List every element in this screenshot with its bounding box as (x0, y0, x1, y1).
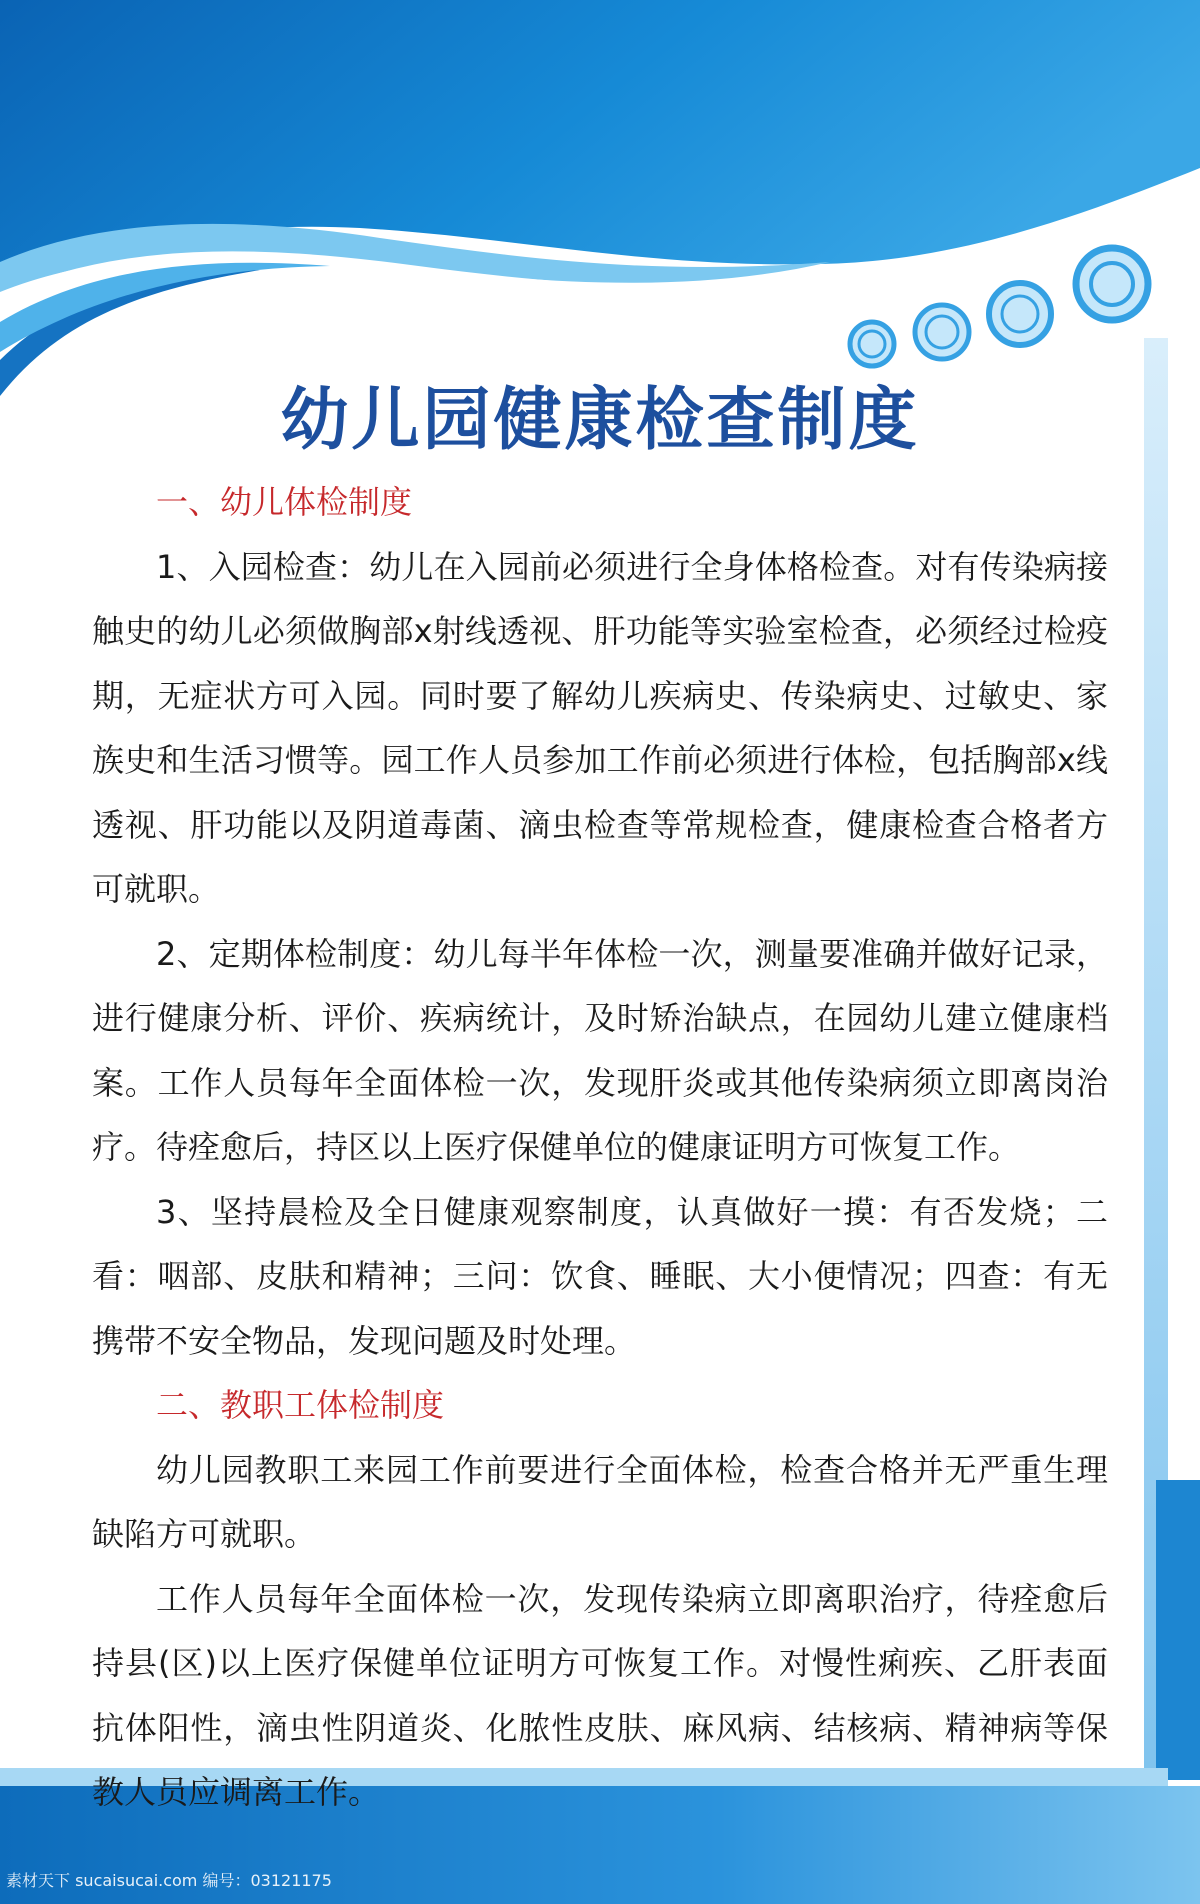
page-title: 幼儿园健康检查制度 (280, 381, 920, 460)
watermark: 素材天下 sucaisucai.com 编号：03121175 (6, 1871, 332, 1890)
circle-decoration-2 (915, 305, 969, 359)
circle-decoration-1 (850, 322, 894, 366)
paragraph: 3、坚持晨检及全日健康观察制度，认真做好一摸：有否发烧；二看：咽部、皮肤和精神；三问：饮食、睡眠、大小便情况；四查：有无携带不安全物品，发现问题及时处理。 (92, 1192, 1108, 1360)
paragraph: 幼儿园教职工来园工作前要进行全面体检，检查合格并无严重生理缺陷方可就职。 (92, 1450, 1108, 1553)
right-blue-block (1156, 1480, 1200, 1780)
content (92, 470, 1108, 1825)
paragraph: 1、入园检查：幼儿在入园前必须进行全身体格检查。对有传染病接触史的幼儿必须做胸部x射线透视、肝功能等实验室检查，必须经过检疫期，无症状方可入园。同时要了解幼儿疾病史、传染病史、过敏史、家族史和生活习惯等。园工作人员参加工作前必须进行体检，包括胸部x线透视、肝功能以及阴道毒菌、滴虫检查等常规检查，健康检查合格者方可就职。 (92, 547, 1108, 908)
paragraph: 工作人员每年全面体检一次，发现传染病立即离职治疗，待痊愈后持县(区)以上医疗保健单位证明方可恢复工作。对慢性痢疾、乙肝表面抗体阳性，滴虫性阴道炎、化脓性皮肤、麻风病、结核病、精神病等保教人员应调离工作。 (92, 1579, 1108, 1811)
circle-decoration-4 (1076, 248, 1148, 320)
section-heading: 二、教职工体检制度 (156, 1386, 445, 1424)
circle-decoration-3 (989, 283, 1051, 345)
section-heading: 一、幼儿体检制度 (156, 483, 413, 521)
paragraph: 2、定期体检制度：幼儿每半年体检一次，测量要准确并做好记录，进行健康分析、评价、疾病统计，及时矫治缺点，在园幼儿建立健康档案。工作人员每年全面体检一次，发现肝炎或其他传染病须立即离岗治疗。待痊愈后，持区以上医疗保健单位的健康证明方可恢复工作。 (92, 934, 1108, 1166)
